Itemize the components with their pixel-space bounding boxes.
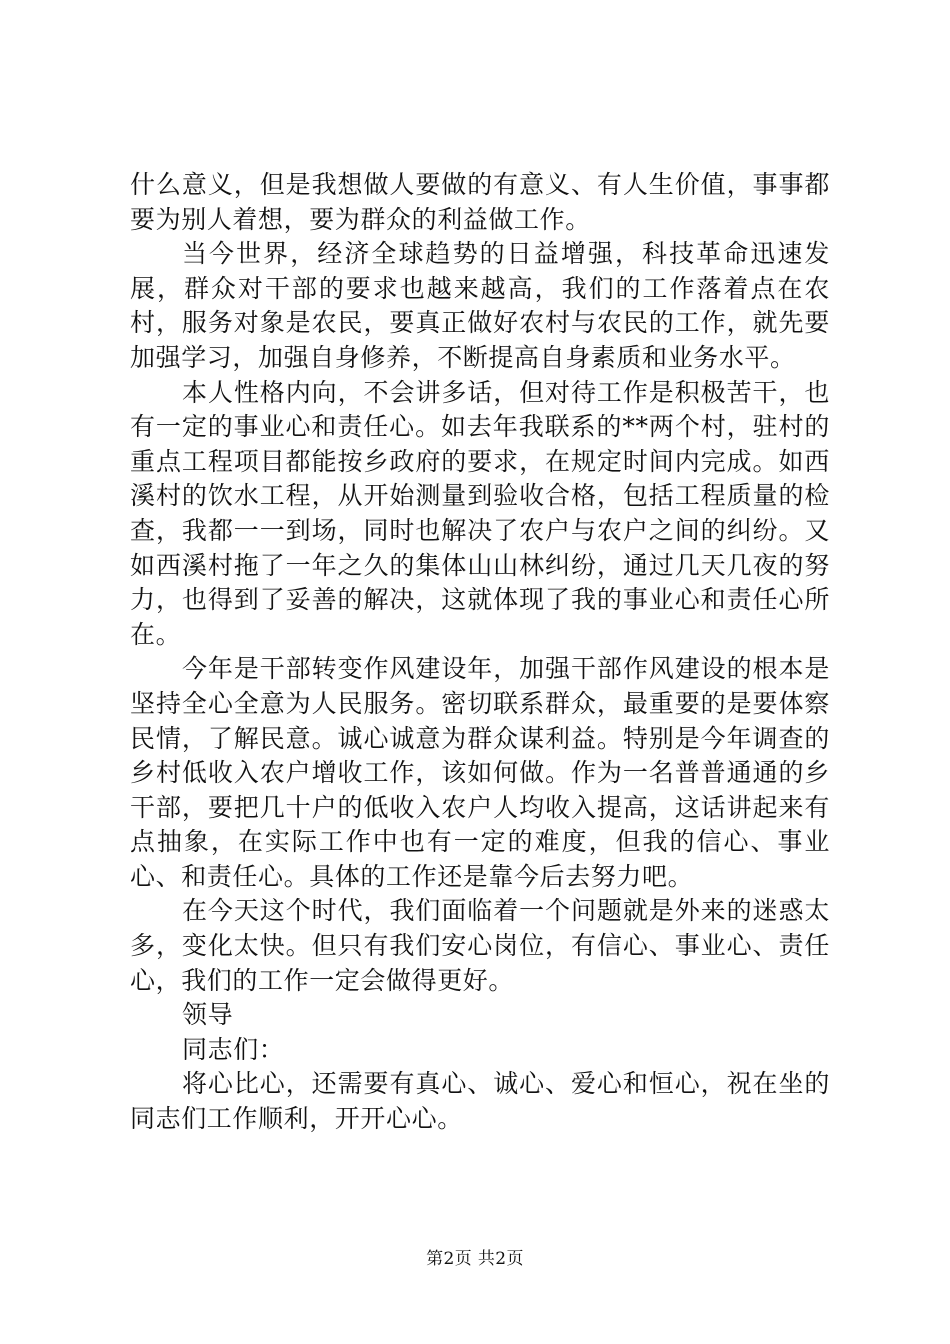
salutation-comrades: 同志们：: [182, 1034, 285, 1064]
salutation-leaders: 领导: [182, 1000, 234, 1030]
paragraph-closing-wishes: 将心比心，还需要有真心、诚心、爱心和恒心，祝在坐的同志们工作顺利，开开心心。: [130, 1069, 830, 1134]
paragraph-personal-character: 本人性格内向，不会讲多话，但对待工作是积极苦干，也有一定的事业心和责任心。如去年我联系的**两个村，驻村的重点工程项目都能按乡政府的要求，在规定时间内完成。如西溪村的饮水工程，从开始测量到验收合格，包括工程质量的检查，我都一一到场，同时也解决了农户与农户之间的纠纷。又如西溪村拖了一年之久的集体山山林纠纷，通过几天几夜的努力，也得到了妥善的解决，这就体现了我的事业心和责任心所在。: [130, 377, 830, 649]
document-body: [130, 168, 830, 1137]
paragraph-continuation: 什么意义，但是我想做人要做的有意义、有人生价值，事事都要为别人着想，要为群众的利益做工作。: [130, 170, 830, 234]
paragraph-world-situation: 当今世界，经济全球趋势的日益增强，科技革命迅速发展，群众对干部的要求也越来越高，我们的工作落着点在农村，服务对象是农民，要真正做好农村与农民的工作，就先要加强学习，加强自身修养，不断提高自身素质和业务水平。: [130, 239, 830, 372]
page-number-footer: 第2页 共2页: [426, 1249, 524, 1269]
paragraph-current-era: 在今天这个时代，我们面临着一个问题就是外来的迷惑太多，变化太快。但只有我们安心岗位，有信心、事业心、责任心，我们的工作一定会做得更好。: [130, 896, 830, 995]
paragraph-work-style: 今年是干部转变作风建设年，加强干部作风建设的根本是坚持全心全意为人民服务。密切联系群众，最重要的是要体察民情，了解民意。诚心诚意为群众谋利益。特别是今年调查的乡村低收入农户增收工作，该如何做。作为一名普普通通的乡干部，要把几十户的低收入农户人均收入提高，这话讲起来有点抽象，在实际工作中也有一定的难度，但我的信心、事业心、和责任心。具体的工作还是靠今后去努力吧。: [130, 654, 830, 891]
